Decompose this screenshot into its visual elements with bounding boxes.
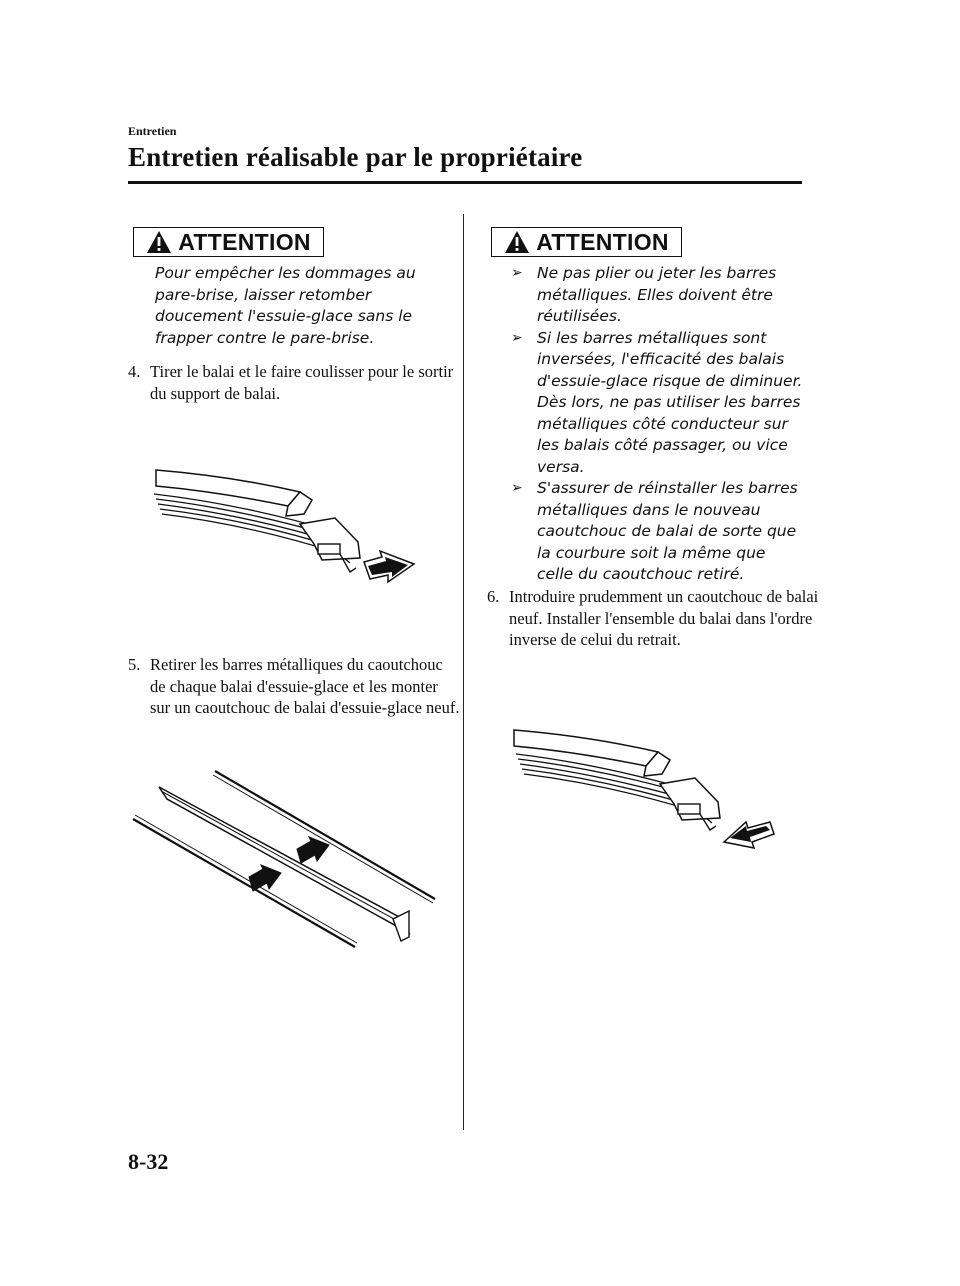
title-rule (128, 181, 802, 184)
list-item: ➢ Ne pas plier ou jeter les barres métalliques. Elles doivent être réutilisées. (511, 264, 777, 325)
metal-bars-illustration (125, 765, 445, 955)
attention-box-right (491, 227, 682, 257)
warning-triangle-icon (146, 230, 172, 254)
attention-list (511, 263, 803, 586)
list-item: ➢ Si les barres métalliques sont inversées, l'efficacité des balais d'essuie-glace risque de diminuer. Dès lors, ne pas utiliser les barres métalliques côté conducteur sur les balais côté passager, ou vice versa. (511, 328, 803, 476)
warning-triangle-icon (504, 230, 530, 254)
step-5 (128, 654, 462, 719)
attention-label: ATTENTION (536, 228, 669, 255)
wiper-install-illustration (508, 716, 783, 856)
attention-box-left (133, 227, 324, 257)
step-number: 4. (128, 362, 141, 381)
step-number: 6. (487, 587, 500, 606)
list-item: ➢ S'assurer de réinstaller les barres métalliques dans le nouveau caoutchouc de balai de sorte que la courbure soit la même que celle du caoutchouc retiré. (511, 479, 798, 583)
wiper-removal-illustration (150, 462, 420, 587)
step-number: 5. (128, 655, 141, 674)
step-6 (487, 586, 824, 651)
section-label: Entretien (128, 124, 177, 138)
step-text: Tirer le balai et le faire coulisser pour le sortir du support de balai. (150, 362, 454, 403)
page-title: Entretien réalisable par le propriétaire (128, 142, 583, 172)
column-divider (463, 214, 464, 1130)
arrow-bullet-icon: ➢ (511, 480, 523, 496)
step-4 (128, 361, 462, 404)
arrow-bullet-icon: ➢ (511, 329, 523, 346)
step-text: Retirer les barres métalliques du caoutchouc de chaque balai d'essuie-glace et les monter sur un caoutchouc de balai d'essuie-glace neuf. (150, 655, 460, 717)
attention-label: ATTENTION (178, 228, 311, 255)
arrow-bullet-icon: ➢ (511, 265, 523, 281)
page-number: 8-32 (128, 1149, 169, 1174)
attention-text: Pour empêcher les dommages au pare-brise, laisser retomber doucement l'essuie-glace sans le frapper contre le pare-brise. (155, 264, 416, 347)
step-text: Introduire prudemment un caoutchouc de balai neuf. Installer l'ensemble du balai dans l'ordre inverse de celui du retrait. (509, 587, 819, 649)
